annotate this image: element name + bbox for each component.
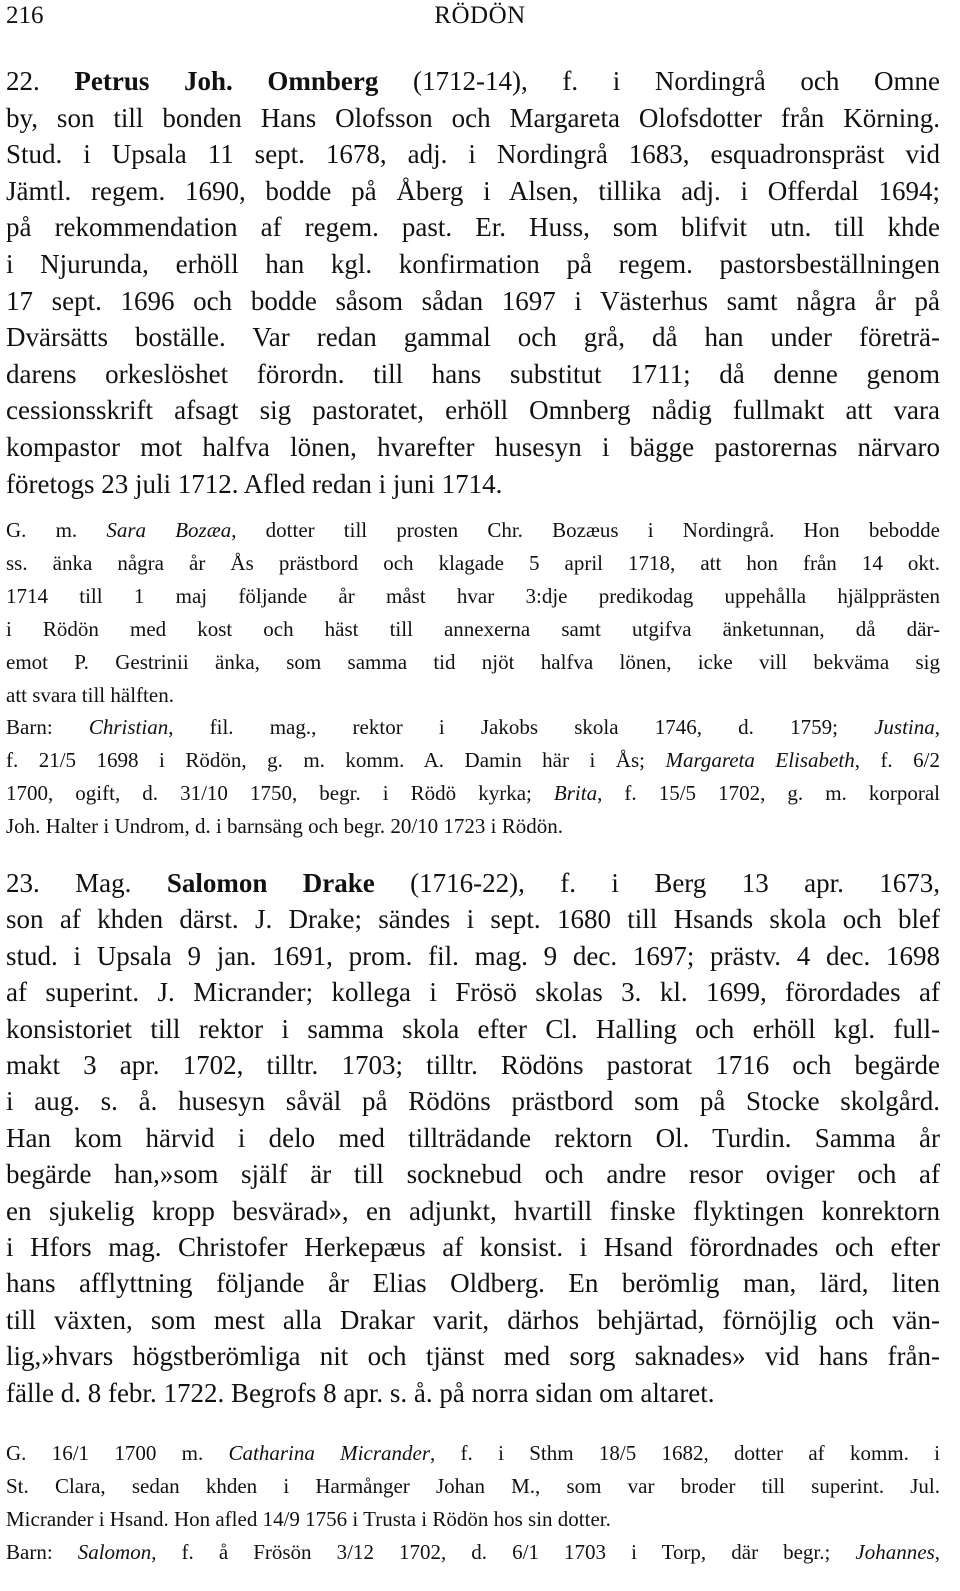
name-italic: Justina — [874, 715, 935, 740]
entry-22-note-line — [6, 746, 940, 774]
text-run: , dotter till prosten Chr. Bozæus i Nordingrå. Hon bebodde — [231, 518, 940, 542]
entry-22-note-line — [6, 549, 940, 577]
text-run: konsistoriet till rektor i samma skola efter Cl. Halling och erhöll kgl. full- — [6, 1013, 940, 1044]
text-run: begärde han,»som själf är till socknebud och andre resor oviger och af — [6, 1159, 940, 1190]
entry-23-line — [6, 866, 940, 900]
entry-23-line — [6, 1376, 940, 1410]
entry-22-note-line — [6, 713, 940, 741]
text-run: i aug. s. å. husesyn såväl på Rödöns prästbord som på Stocke skolgård. — [6, 1086, 940, 1117]
text-run: Barn: — [6, 715, 89, 740]
entry-23-line — [6, 939, 940, 973]
entry-23-line — [6, 902, 940, 936]
text-run: i Rödön med kost och häst till annexerna samt utgifva änketunnan, då där- — [6, 616, 940, 641]
text-run: Han kom härvid i delo med tillträdande rektorn Ol. Turdin. Samma år — [6, 1122, 940, 1153]
entry-23-note-line — [6, 1538, 940, 1566]
entry-23-line — [6, 975, 940, 1009]
text-run: (1716-22), f. i Berg 13 apr. 1673, — [374, 868, 941, 898]
text-run: på rekommendation af regem. past. Er. Huss, som blifvit utn. till khde — [6, 212, 940, 243]
text-run: G. 16/1 1700 m. — [6, 1441, 229, 1465]
text-run: , fil. mag., rektor i Jakobs skola 1746, d. 1759; — [168, 715, 875, 740]
text-run: af superint. J. Micrander; kollega i Frösö skolas 3. kl. 1699, förordades af — [6, 977, 940, 1008]
text-run: , — [934, 715, 941, 740]
entry-22-line — [6, 137, 940, 171]
entry-23-line — [6, 1012, 940, 1046]
entry-23-line — [6, 1266, 940, 1300]
entry-23-line — [6, 1230, 940, 1264]
name-bold: Petrus Joh. Omnberg — [74, 66, 379, 96]
text-run: G. m. — [6, 518, 107, 542]
entry-22-note-line — [6, 681, 940, 709]
entry-23-line — [6, 1084, 940, 1118]
entry-23-line — [6, 1303, 940, 1337]
name-italic: Catharina Micrander — [228, 1441, 430, 1465]
entry-23-line — [6, 1121, 940, 1155]
entry-23-note-line — [6, 1505, 940, 1533]
name-bold: Salomon Drake — [166, 868, 375, 898]
entry-23-line — [6, 1048, 940, 1082]
text-run: St. Clara, sedan khden i Harmånger Johan M., som var broder till superint. Jul. — [6, 1474, 940, 1498]
text-run: 1700, ogift, d. 31/10 1750, begr. i Rödö kyrka; — [6, 781, 554, 806]
text-run: darens orkeslöshet förordn. till hans substitut 1711; då denne genom — [6, 358, 940, 389]
text-run: 1714 till 1 maj följande år måst hvar 3:dje predikodag uppehålla hjälpprästen — [6, 583, 940, 608]
entry-22-line — [6, 284, 940, 318]
entry-22-line — [6, 467, 940, 501]
text-run: i Njurunda, erhöll han kgl. konfirmation på regem. pastorsbeställningen — [6, 249, 940, 279]
entry-22-note-line — [6, 516, 940, 544]
text-run: stud. i Upsala 9 jan. 1691, prom. fil. mag. 9 dec. 1697; prästv. 4 dec. 1698 — [6, 940, 940, 971]
entry-22-line — [6, 64, 940, 98]
text-run: , f. 6/2 — [854, 748, 940, 773]
text-run: 17 sept. 1696 och bodde såsom sådan 1697 i Västerhus samt några år på — [6, 285, 940, 316]
entry-22-line — [6, 174, 940, 208]
text-run: Joh. Halter i Undrom, d. i barnsäng och begr. 20/10 1723 i Rödön. — [6, 814, 564, 839]
entry-22-line — [6, 393, 940, 427]
text-run: (1712-14), f. i Nordingrå och Omne — [378, 66, 940, 96]
text-run: företogs 23 juli 1712. Afled redan i juni 1714. — [6, 468, 503, 499]
entry-22-note-line — [6, 648, 940, 676]
text-run: f. 21/5 1698 i Rödön, g. m. komm. A. Damin här i Ås; — [6, 748, 666, 773]
entry-22-note-line — [6, 812, 940, 840]
text-run: att svara till hälften. — [6, 682, 174, 707]
entry-22-line — [6, 101, 940, 135]
text-run: , f. 15/5 1702, g. m. korporal — [597, 781, 940, 806]
entry-22-line — [6, 210, 940, 244]
name-italic: Sara Bozæa — [106, 518, 232, 542]
text-run: kompastor mot halfva lönen, hvarefter husesyn i bägge pastorernas närvaro — [6, 432, 940, 462]
text-run: cessionsskrift afsagt sig pastoratet, erhöll Omnberg nådig fullmakt att vara — [6, 395, 940, 426]
text-run: makt 3 apr. 1702, tilltr. 1703; tilltr. Rödöns pastorat 1716 och begärde — [6, 1050, 940, 1080]
running-title: RÖDÖN — [434, 2, 526, 29]
entry-22-line — [6, 357, 940, 391]
text-run: son af khden därst. J. Drake; sändes i sept. 1680 till Hsands skola och blef — [6, 904, 940, 935]
text-run: by, son till bonden Hans Olofsson och Margareta Olofsdotter från Körning. — [6, 102, 940, 133]
text-run: 22. — [6, 66, 75, 96]
entry-23-line — [6, 1194, 940, 1228]
text-run: 23. Mag. — [6, 868, 167, 898]
text-run: Stud. i Upsala 11 sept. 1678, adj. i Nordingrå 1683, esquadronspräst vid — [6, 139, 940, 170]
text-run: en sjukelig kropp besvärad», en adjunkt, hvartill finske flyktingen konrektorn — [6, 1195, 940, 1226]
entry-23-note-line — [6, 1439, 940, 1467]
name-italic: Margareta Elisabeth — [665, 748, 855, 773]
page-number: 216 — [6, 2, 44, 29]
text-run: , f. å Frösön 3/12 1702, d. 6/1 1703 i Torp, där begr.; — [151, 1540, 856, 1564]
text-run: , — [934, 1540, 940, 1564]
text-run: lig,»hvars högstberömliga nit och tjänst med sorg saknades» vid hans från- — [6, 1341, 940, 1372]
name-italic: Brita — [553, 781, 598, 806]
entry-22-line — [6, 320, 940, 354]
text-run: i Hfors mag. Christofer Herkepæus af konsist. i Hsand förordnades och efter — [6, 1232, 940, 1262]
text-run: Micrander i Hsand. Hon afled 14/9 1756 i Trusta i Rödön hos sin dotter. — [6, 1507, 611, 1531]
entry-22-line — [6, 247, 940, 281]
entry-23-line — [6, 1339, 940, 1373]
text-run: , f. i Sthm 18/5 1682, dotter af komm. i — [430, 1441, 940, 1465]
entry-22-line — [6, 430, 940, 464]
text-run: ss. änka några år Ås prästbord och klagade 5 april 1718, att hon från 14 okt. — [6, 550, 940, 575]
text-run: fälle d. 8 febr. 1722. Begrofs 8 apr. s. å. på norra sidan om altaret. — [6, 1377, 715, 1408]
entry-22-note-line — [6, 582, 940, 610]
text-run: till växten, som mest alla Drakar varit, därhos behjärtad, förnöjlig och vän- — [6, 1304, 940, 1335]
entry-22-note-line — [6, 615, 940, 643]
text-run: hans afflyttning följande år Elias Oldberg. En berömlig man, lärd, liten — [6, 1268, 940, 1299]
entry-23-note-line — [6, 1472, 940, 1500]
text-run: emot P. Gestrinii änka, som samma tid njöt halfva lönen, icke vill bekväma sig — [6, 649, 940, 674]
name-italic: Salomon — [77, 1540, 152, 1564]
name-italic: Christian — [88, 715, 169, 740]
entry-23-line — [6, 1157, 940, 1191]
text-run: Jämtl. regem. 1690, bodde på Åberg i Alsen, tillika adj. i Offerdal 1694; — [6, 175, 940, 206]
entry-22-note-line — [6, 779, 940, 807]
name-italic: Johannes — [855, 1540, 935, 1564]
text-run: Dvärsätts boställe. Var redan gammal och grå, då han under företrä- — [6, 322, 940, 353]
text-run: Barn: — [6, 1540, 78, 1564]
